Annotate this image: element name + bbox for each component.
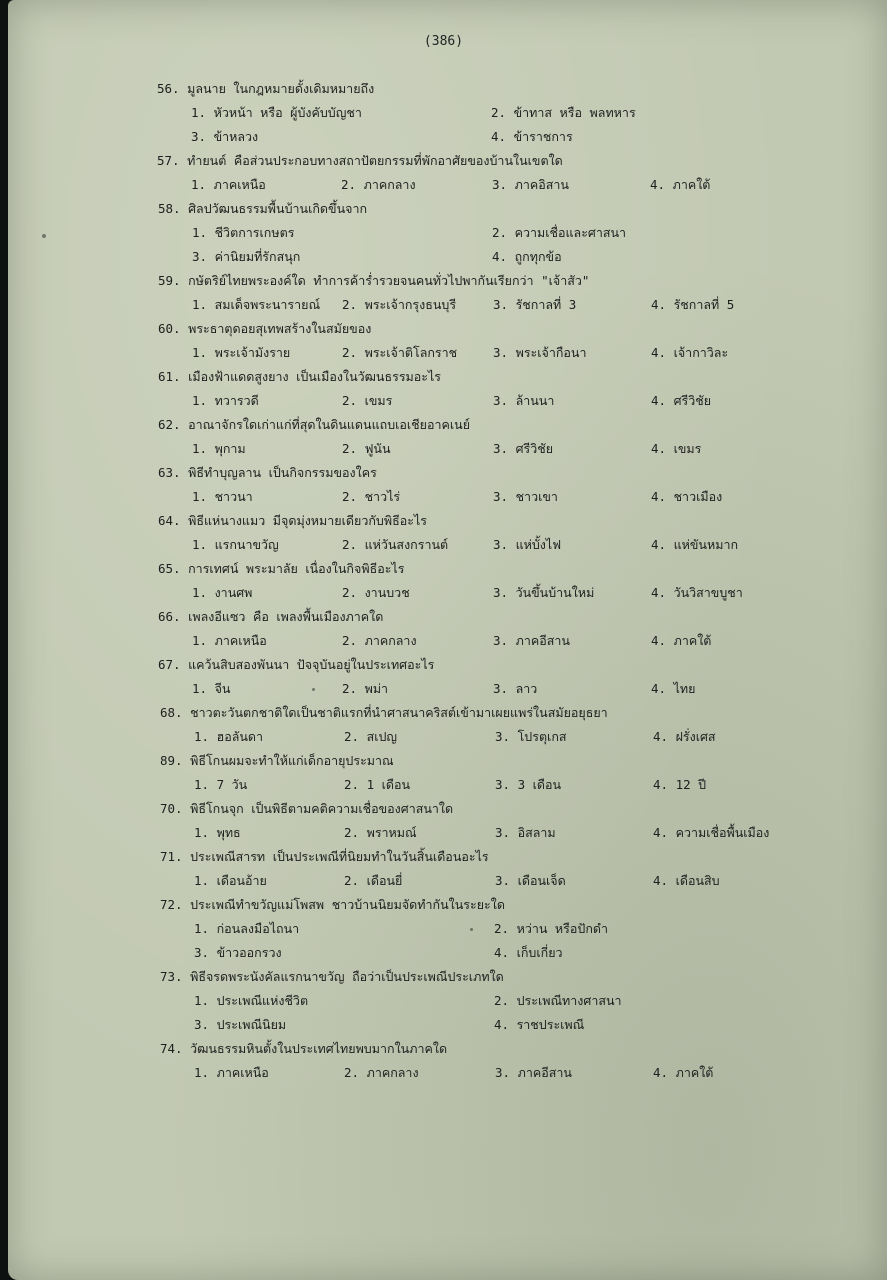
answer-option: 4. ฝรั่งเศส: [653, 729, 716, 744]
question-text: 64. พิธีแห่นางแมว มีจุดมุ่งหมายเดียวกับพิธีอะไร: [158, 513, 427, 528]
answer-option: 1. ภาคเหนือ: [194, 1065, 269, 1080]
answer-option: 2. หว่าน หรือปักดำ: [494, 921, 609, 936]
answer-option: 2. เดือนยี่: [344, 873, 403, 888]
answer-option: 2. ภาคกลาง: [341, 177, 416, 192]
answer-option: 4. 12 ปี: [653, 777, 707, 792]
answer-option: 1. พุทธ: [194, 825, 241, 840]
answer-option: 3. ศรีวิชัย: [493, 441, 554, 456]
answer-option: 1. พุกาม: [192, 441, 246, 456]
question-text: 59. กษัตริย์ไทยพระองค์ใด ทำการค้าร่ำรวยจนคนทั่วไปพากันเรียกว่า "เจ้าสัว": [158, 273, 590, 288]
question-text: 65. การเทศน์ พระมาลัย เนื่องในกิจพิธีอะไร: [158, 561, 405, 576]
question-text: 71. ประเพณีสารท เป็นประเพณีที่นิยมทำในวันสิ้นเดือนอะไร: [160, 849, 489, 864]
answer-option: 3. รัชกาลที่ 3: [493, 297, 577, 312]
answer-option: 3. ประเพณีนิยม: [194, 1017, 287, 1032]
answer-option: 3. 3 เดือน: [495, 777, 562, 792]
question-text: 61. เมืองฟ้าแดดสูงยาง เป็นเมืองในวัฒนธรรมอะไร: [158, 369, 441, 384]
answer-option: 1. เดือนอ้าย: [194, 873, 267, 888]
answer-option: 2. ภาคกลาง: [344, 1065, 419, 1080]
question-text: 89. พิธีโกนผมจะทำให้แก่เด็กอายุประมาณ: [160, 753, 394, 768]
answer-option: 3. ข้าหลวง: [191, 129, 259, 144]
answer-option: 3. พระเจ้ากือนา: [493, 345, 587, 360]
answer-option: 2. ชาวไร่: [342, 489, 401, 504]
answer-option: 4. ภาคใต้: [651, 633, 712, 648]
answer-option: 3. อิสลาม: [495, 825, 556, 840]
answer-option: 2. ประเพณีทางศาสนา: [494, 993, 622, 1008]
answer-option: 1. ฮอลันดา: [194, 729, 264, 744]
answer-option: 1. ชาวนา: [192, 489, 253, 504]
answer-option: 4. ชาวเมือง: [651, 489, 723, 504]
answer-option: 3. โปรตุเกส: [495, 729, 567, 744]
answer-option: 4. วันวิสาขบูชา: [651, 585, 743, 600]
answer-option: 2. งานบวช: [342, 585, 410, 600]
answer-option: 1. ทวารวดี: [192, 393, 259, 408]
answer-option: 4. เจ้ากาวิละ: [651, 345, 729, 360]
answer-option: 4. ภาคใต้: [653, 1065, 714, 1080]
question-text: 74. วัฒนธรรมหินตั้งในประเทศไทยพบมากในภาคใด: [160, 1041, 448, 1056]
question-text: 57. ทำยนต์ คือส่วนประกอบทางสถาปัตยกรรมที่พักอาศัยของบ้านในเขตใด: [157, 153, 563, 168]
answer-option: 2. สเปญ: [344, 729, 398, 744]
question-text: 72. ประเพณีทำขวัญแม่โพสพ ชาวบ้านนิยมจัดทำกันในระยะใด: [160, 897, 505, 912]
answer-option: 4. เดือนสิบ: [653, 873, 720, 888]
answer-option: 1. ภาคเหนือ: [192, 633, 267, 648]
paper-speck: [312, 688, 315, 691]
answer-option: 4. เขมร: [651, 441, 702, 456]
question-text: 60. พระธาตุดอยสุเทพสร้างในสมัยของ: [158, 321, 372, 336]
answer-option: 1. หัวหน้า หรือ ผู้บังคับบัญชา: [191, 105, 362, 120]
answer-option: 3. ข้าวออกรวง: [194, 945, 282, 960]
answer-option: 4. ข้าราชการ: [491, 129, 573, 144]
answer-option: 4. ถูกทุกข้อ: [492, 249, 562, 264]
paper-speck: [470, 928, 473, 931]
answer-option: 2. พระเจ้าติโลกราช: [342, 345, 458, 360]
answer-option: 2. พระเจ้ากรุงธนบุรี: [342, 297, 457, 312]
answer-option: 3. ภาคอิสาน: [492, 177, 569, 192]
question-text: 56. มูลนาย ในกฎหมายดั้งเดิมหมายถึง: [157, 81, 375, 96]
question-text: 73. พิธีจรดพระนังคัลแรกนาขวัญ ถือว่าเป็นประเพณีประเภทใด: [160, 969, 504, 984]
answer-option: 1. 7 วัน: [194, 777, 248, 792]
question-text: 62. อาณาจักรใดเก่าแก่ที่สุดในดินแดนแถบเอเชียอาคเนย์: [158, 417, 471, 432]
question-text: 70. พิธีโกนจุก เป็นพิธีตามคติความเชื่อของศาสนาใด: [160, 801, 454, 816]
answer-option: 4. ความเชื่อพื้นเมือง: [653, 825, 770, 840]
question-text: 63. พิธีทำบุญลาน เป็นกิจกรรมของใคร: [158, 465, 377, 480]
answer-option: 2. ความเชื่อและศาสนา: [492, 225, 627, 240]
answer-option: 3. ภาคอีสาน: [495, 1065, 572, 1080]
answer-option: 2. 1 เดือน: [344, 777, 411, 792]
answer-option: 2. พราหมณ์: [344, 825, 417, 840]
answer-option: 1. งานศพ: [192, 585, 253, 600]
answer-option: 3. ลาว: [493, 681, 538, 696]
answer-option: 2. พม่า: [342, 681, 389, 696]
answer-option: 3. ล้านนา: [493, 393, 555, 408]
question-text: 58. ศิลปวัฒนธรรมพื้นบ้านเกิดขึ้นจาก: [158, 201, 368, 216]
answer-option: 1. สมเด็จพระนารายณ์: [192, 297, 321, 312]
question-text: 68. ชาวตะวันตกชาติใดเป็นชาติแรกที่นำศาสนาคริสต์เข้ามาเผยแพร่ในสมัยอยุธยา: [160, 705, 608, 720]
answer-option: 2. ภาคกลาง: [342, 633, 417, 648]
answer-option: 4. แห่ขันหมาก: [651, 537, 739, 552]
answer-option: 1. ชีวิตการเกษตร: [192, 225, 295, 240]
page-number: (386): [423, 34, 464, 49]
answer-option: 2. ฟูนัน: [342, 441, 391, 456]
answer-option: 2. ข้าทาส หรือ พลทหาร: [491, 105, 636, 120]
answer-option: 4. รัชกาลที่ 5: [651, 297, 735, 312]
answer-option: 1. ภาคเหนือ: [191, 177, 266, 192]
answer-option: 4. ราชประเพณี: [494, 1017, 585, 1032]
answer-option: 2. เขมร: [342, 393, 393, 408]
answer-option: 4. ศรีวิชัย: [651, 393, 712, 408]
answer-option: 3. ค่านิยมที่รักสนุก: [192, 249, 301, 264]
answer-option: 1. ก่อนลงมือไถนา: [194, 921, 300, 936]
answer-option: 1. แรกนาขวัญ: [192, 537, 279, 552]
question-text: 67. แคว้นสิบสองพันนา ปัจจุบันอยู่ในประเทศอะไร: [158, 657, 435, 672]
answer-option: 1. จีน: [192, 681, 231, 696]
answer-option: 1. ประเพณีแห่งชีวิต: [194, 993, 309, 1008]
paper-speck: [42, 234, 46, 238]
answer-option: 1. พระเจ้ามังราย: [192, 345, 291, 360]
answer-option: 3. แห่บั้งไฟ: [493, 537, 562, 552]
answer-option: 3. วันขึ้นบ้านใหม่: [493, 585, 595, 600]
question-text: 66. เพลงอีแซว คือ เพลงพื้นเมืองภาคใด: [158, 609, 384, 624]
answer-option: 2. แห่วันสงกรานต์: [342, 537, 449, 552]
answer-option: 3. ชาวเขา: [493, 489, 558, 504]
answer-option: 4. ไทย: [651, 681, 696, 696]
answer-option: 4. เก็บเกี่ยว: [494, 945, 563, 960]
answer-option: 3. ภาคอีสาน: [493, 633, 570, 648]
paper-sheet: [8, 0, 887, 1280]
answer-option: 4. ภาคใต้: [650, 177, 711, 192]
answer-option: 3. เดือนเจ็ด: [495, 873, 566, 888]
